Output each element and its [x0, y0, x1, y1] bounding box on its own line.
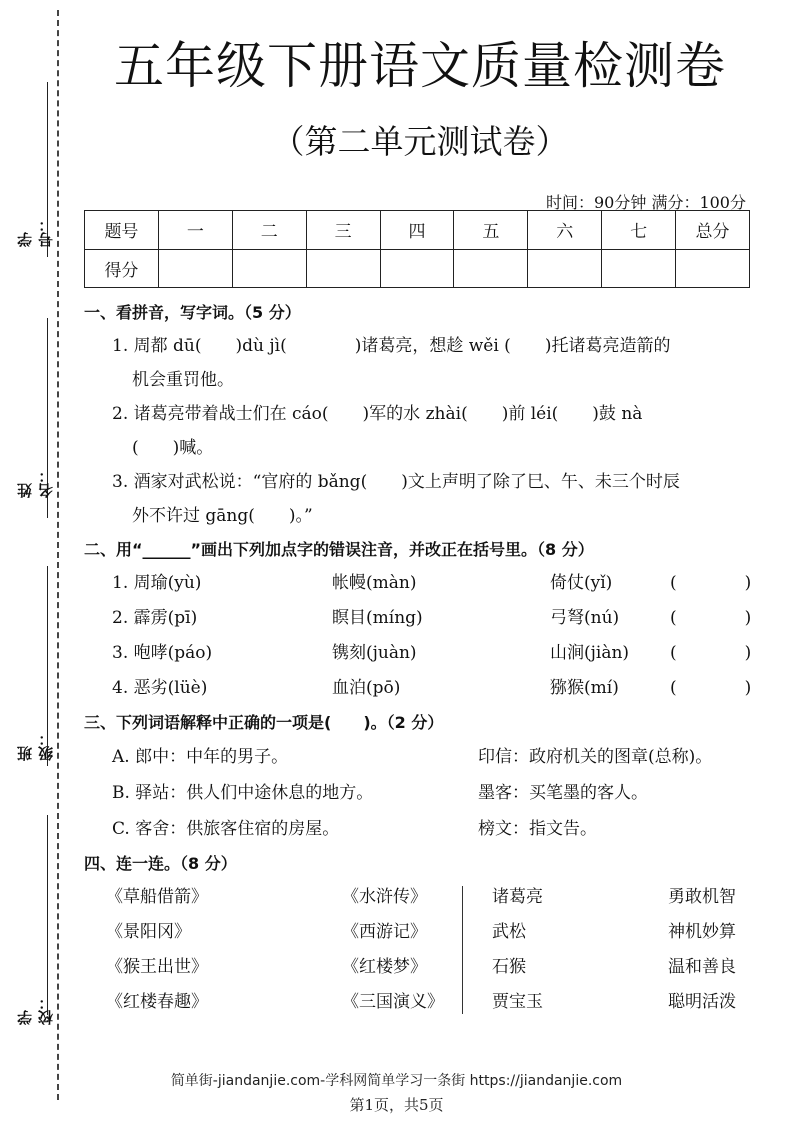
match-character[interactable]: 石猴 — [492, 957, 526, 977]
score-header-cell: 五 — [454, 211, 528, 250]
section1-line: 外不许过 gāng( )。” — [132, 506, 313, 526]
pinyin-item: 镌刻(juàn) — [332, 643, 417, 663]
match-story[interactable]: 《猴王出世》 — [106, 957, 208, 977]
match-story[interactable]: 《景阳冈》 — [106, 922, 191, 942]
binding-margin — [0, 0, 70, 1122]
score-cell[interactable] — [454, 249, 528, 288]
pinyin-item: 帐幔(màn) — [332, 573, 417, 593]
score-header-cell: 三 — [306, 211, 380, 250]
section2-row — [84, 601, 752, 636]
match-book[interactable]: 《西游记》 — [342, 922, 427, 942]
match-character[interactable]: 诸葛亮 — [492, 887, 543, 907]
section1-line: 1. 周都 dū( )dù jì( )诸葛亮，想趁 wěi ( )托诸葛亮造箭的 — [112, 336, 671, 356]
score-table-row — [85, 249, 750, 288]
score-header-cell: 六 — [528, 211, 602, 250]
score-header-cell: 题号 — [85, 211, 159, 250]
match-trait[interactable]: 神机妙算 — [668, 922, 736, 942]
section2-row — [84, 671, 752, 706]
section4-heading: 四、连一连。（8 分） — [84, 854, 237, 873]
exam-time-score: 时间：90分钟 满分：100分 — [546, 193, 746, 212]
section1-line: ( )喊。 — [132, 438, 214, 458]
pinyin-item: 2. 霹雳(pī) — [112, 608, 198, 628]
matching-row — [84, 950, 752, 985]
pinyin-item: 血泊(pō) — [332, 678, 401, 698]
pinyin-item: 倚仗(yǐ) — [550, 573, 613, 593]
match-character[interactable]: 贾宝玉 — [492, 992, 543, 1012]
definition-option: 榜文：指文告。 — [478, 819, 597, 839]
pinyin-item: 1. 周瑜(yù) — [112, 573, 202, 593]
pinyin-item: 猕猴(mí) — [550, 678, 619, 698]
section1-line: 2. 诸葛亮带着战士们在 cáo( )军的水 zhài( )前 léi( )鼓 nà — [112, 404, 643, 424]
answer-blank[interactable]: ( ) — [670, 573, 752, 593]
name-label: 姓名： — [16, 468, 55, 498]
section3-heading: 三、下列词语解释中正确的一项是( )。（2 分） — [84, 713, 444, 732]
section3-row — [84, 811, 752, 847]
matching-row — [84, 915, 752, 950]
definition-option: B. 驿站：供人们中途休息的地方。 — [112, 783, 374, 803]
matching-row — [84, 985, 752, 1020]
exam-content — [84, 296, 752, 1020]
pinyin-item: 弓弩(nú) — [550, 608, 620, 628]
match-trait[interactable]: 温和善良 — [668, 957, 736, 977]
score-cell[interactable] — [306, 249, 380, 288]
match-book[interactable]: 《红楼梦》 — [342, 957, 427, 977]
class-label: 班级： — [16, 731, 55, 761]
definition-option: 印信：政府机关的图章(总称)。 — [478, 747, 713, 767]
score-header-cell: 四 — [380, 211, 454, 250]
section1-line: 3. 酒家对武松说：“官府的 bǎng( )文上声明了除了巳、午、未三个时辰 — [112, 472, 680, 492]
match-trait[interactable]: 聪明活泼 — [668, 992, 736, 1012]
score-cell[interactable] — [602, 249, 676, 288]
match-story[interactable]: 《草船借箭》 — [106, 887, 208, 907]
score-header-cell: 总分 — [676, 211, 750, 250]
section2-row — [84, 636, 752, 671]
answer-blank[interactable]: ( ) — [670, 643, 752, 663]
score-header-cell: 一 — [158, 211, 232, 250]
score-table — [84, 210, 750, 288]
cut-line — [57, 10, 59, 1100]
score-header-cell: 二 — [232, 211, 306, 250]
page-number: 第1页，共5页 — [349, 1096, 444, 1114]
section1-line: 机会重罚他。 — [132, 370, 234, 390]
definition-option: C. 客舍：供旅客住宿的房屋。 — [112, 819, 340, 839]
exam-subtitle: （第二单元测试卷） — [271, 122, 569, 161]
section2-row — [84, 566, 752, 601]
section1-heading: 一、看拼音，写字词。（5 分） — [84, 303, 301, 322]
matching-row — [84, 880, 752, 915]
section3-row — [84, 739, 752, 775]
pinyin-item: 4. 恶劣(lüè) — [112, 678, 208, 698]
match-trait[interactable]: 勇敢机智 — [668, 887, 736, 907]
score-cell[interactable] — [380, 249, 454, 288]
section3-row — [84, 775, 752, 811]
score-table-header — [85, 211, 750, 250]
score-cell[interactable] — [528, 249, 602, 288]
score-cell[interactable] — [676, 249, 750, 288]
score-cell[interactable] — [232, 249, 306, 288]
exam-title: 五年级下册语文质量检测卷 — [114, 37, 726, 95]
match-book[interactable]: 《水浒传》 — [342, 887, 427, 907]
section2-heading: 二、用“______”画出下列加点字的错误注音，并改正在括号里。（8 分） — [84, 540, 594, 559]
score-row-label: 得分 — [85, 249, 159, 288]
match-character[interactable]: 武松 — [492, 922, 526, 942]
school-label: 学校： — [16, 995, 55, 1025]
definition-option: A. 郎中：中年的男子。 — [112, 747, 289, 767]
score-header-cell: 七 — [602, 211, 676, 250]
answer-blank[interactable]: ( ) — [670, 608, 752, 628]
answer-blank[interactable]: ( ) — [670, 678, 752, 698]
definition-option: 墨客：买笔墨的客人。 — [478, 783, 648, 803]
pinyin-item: 山涧(jiàn) — [550, 643, 630, 663]
match-story[interactable]: 《红楼春趣》 — [106, 992, 208, 1012]
pinyin-item: 3. 咆哮(páo) — [112, 643, 213, 663]
matching-area — [84, 880, 752, 1020]
school-line — [47, 815, 48, 1015]
pinyin-item: 瞑目(míng) — [332, 608, 423, 628]
score-cell[interactable] — [158, 249, 232, 288]
student-id-label: 学号： — [16, 217, 55, 247]
footer-site: 简单街-jiandanjie.com-学科网简单学习一条街 https://jiandanjie.com — [170, 1073, 623, 1089]
match-book[interactable]: 《三国演义》 — [342, 992, 444, 1012]
